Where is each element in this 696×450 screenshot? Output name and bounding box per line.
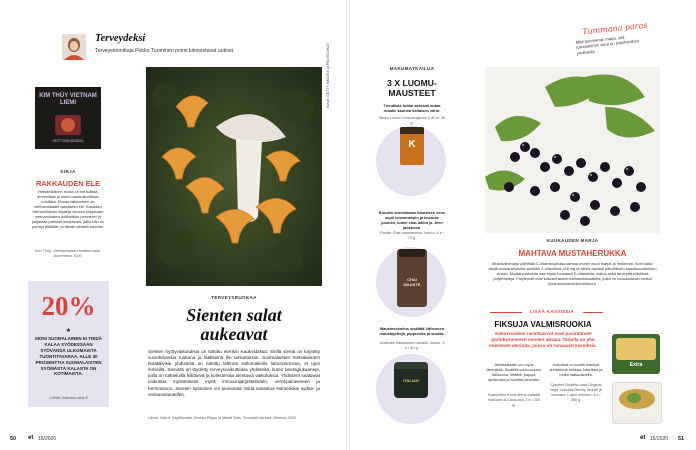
spice3-label: ITALIAN xyxy=(403,378,419,383)
ready-meal-box1 xyxy=(612,334,660,374)
footer-left-page-number: 50 xyxy=(10,436,16,442)
book-credit: Kim Thúy: Vietnamilaisen keittiön salat. Gummerus 2020. xyxy=(35,249,101,258)
spice3-product xyxy=(394,362,428,398)
spice1-cap xyxy=(400,127,424,134)
ready-intro: Valmisruokien ravintoarvot ovat parantuneet parinkymmenen vuoden aikana. Tarjolla on yhä enemmän aterioita, joissa on runsaasti kasviksia. xyxy=(489,331,597,348)
mushroom-photo xyxy=(146,67,322,286)
portrait-icon xyxy=(62,34,86,60)
spice2-label: CHAI MAUSTE xyxy=(403,277,421,287)
ready-divider-right xyxy=(583,312,603,313)
section-subtitle: Terveystoimittaja Pirkko Tuominen poimi kiinnostavat uutiset. xyxy=(95,48,235,54)
ready-title: FIKSUJA VALMISRUOKIA xyxy=(494,320,592,329)
spices-title-line1: 3 X LUOMU- xyxy=(387,78,437,88)
spice1-product xyxy=(400,127,424,165)
handwritten-note-title: Tummana paras xyxy=(581,20,648,37)
berries-category: KUUKAUDEN MARJA xyxy=(546,238,599,243)
spice1-credit: Meira Luomu Kurkumajauhe 2,40 e/ 35 g. xyxy=(379,116,445,125)
book-cover-author: KEITTOKIRJASARJA xyxy=(52,139,84,143)
mushroom-title-line1: Sienten salat xyxy=(186,305,282,325)
book-title: RAKKAUDEN ELE xyxy=(35,179,101,188)
section-title: Terveydeksi xyxy=(95,33,146,44)
ready-divider-left xyxy=(490,312,522,313)
berries-title: MAHTAVA MUSTAHERUKKA xyxy=(518,249,627,258)
berries-photo xyxy=(485,67,660,233)
spice3-credit: Urtekram Italialainen mauste, luomu, 3 e / 40 g. xyxy=(379,341,445,350)
book-category: KIRJA xyxy=(60,169,76,174)
footer-left-brand: et xyxy=(28,435,34,441)
footer-right-brand: et xyxy=(640,435,646,441)
stat-percent: 20% xyxy=(41,291,96,321)
book-cover-title: KIM THÚY VIETNAM LIEMI xyxy=(39,93,97,106)
berries-body: Mustaviinimarja päihittää C-vitamiinipitoisuudessa monet muut marjat ja hedelmät. Noin kaksi desiä mustaherukoita sisältää C-vitamiinia 128 mg eli lähes tuplasti päivittäisen saantisuosituksen verran. Mustaherukoista saa myös runsaasti E-vitamiinia, kuitua sekä terveyttä edistäviä polyfenoleja. Polyfenolit ovat kasvien aineenvaihduntatuotteita, jotka ne muodostavat omiksi puolustusmekanismeikseen. xyxy=(488,261,657,286)
footer-right-page-number: 51 xyxy=(678,436,684,442)
mushroom-category: TERVEYSRUOKAA xyxy=(211,295,257,300)
ready-meal-box2-greens xyxy=(627,393,641,403)
photo-credit: Kuvat: GETTY IMAGES ja PALVELUKAT xyxy=(326,42,330,108)
ready-category: LISÄÄ KASVISSIA xyxy=(529,309,575,314)
ready-item1-credit: Saarioinen Extra Ateria-salaatti Halloumi & Couscous 3 e / 200 g. xyxy=(487,393,541,407)
spice1-label: K xyxy=(408,139,416,150)
spice2-text: Kuuden aromikkaan mausteen seos sopii leivonnaisiin ja kuumiin juomiin, kuten chai-lattiin ja -teen juokkoon. xyxy=(378,210,446,230)
mushroom-title-line2: aukeavat xyxy=(200,324,268,344)
stat-star: ★ xyxy=(65,328,72,334)
author-avatar xyxy=(62,34,86,60)
ready-item2-credit: Quickes Buddha bowl Original vege, kokoisa Rendy, feuriet ja kanaska 2 apin chicken, 4 e / 350 g. xyxy=(550,383,602,402)
spice2-credit: Foodin Chai-mausteseos, luomu, 6 e / 70 g. xyxy=(379,231,445,240)
stat-source: Lähde: kalastus-alue.fi xyxy=(49,396,88,400)
book-body: Vietnamilainen ruoka on herkullista, terveellistä ja usein raaka-aineiltaan edullista. Ruoan laittaminen on vietnamilaisille tarkoitettu ele. Kanadan vietnamilainen kirjailija neuvoo kirjassaan vietnamilaisen kotikeittiön perusteet ja paljastaa parhaat reseptinsä, jotka hän on perinyt äidiltään ja tämän viideltä siskolta. xyxy=(31,189,105,229)
spice3-lid xyxy=(394,362,428,369)
footer-right-issue: 15/2020 xyxy=(650,436,669,442)
ready-meal-box2 xyxy=(612,382,662,424)
ready-meal-box1-food xyxy=(616,338,656,360)
page-gutter xyxy=(346,0,350,450)
spice2-product xyxy=(397,249,427,307)
ready-item1: Ateriasalaatin voi myös lämmittää. Sisältää cous couusa, halloumia, fetaeiä, papuja, aprikoosia ja tuoretta pinaattia. xyxy=(486,363,542,382)
spice3-text: Maustesekoitus sisältää Välimeren maustayrttejä, pippureita ja suolaa. xyxy=(379,326,445,336)
footer-left-issue: 15/2020 xyxy=(38,436,57,442)
mushroom-photo-icon xyxy=(146,67,322,286)
spices-category: MAKUMATKAILUA xyxy=(389,66,435,71)
spice2-lid xyxy=(399,249,425,257)
ready-item2: Kulhossa on kuottu maukas yhdistelmä ankkaa, kasviksia ja muita raaka-aineita. xyxy=(549,363,603,377)
handwritten-note: Mitä tummempi marja, sitä runsaammin siinä on polyfenolisia yhdisteitä. xyxy=(575,34,639,56)
ready-meal-box1-label: Extra xyxy=(629,362,643,368)
blackcurrant-photo-icon xyxy=(485,67,660,233)
mushroom-credit: Lähde: luke.fi. Kirjallisuutta: Sinikka Piippo ja Marttti Salo. Terveyttä sienistä. Minerva 2020. xyxy=(148,416,297,420)
spices-title-line2: MAUSTEET xyxy=(388,88,436,98)
book-cover xyxy=(35,87,101,149)
mushroom-body: Sienten hyötyvaikutuksia on tutkittu etenkin Kaukoidässä. Siellä sieniä on käytetty vuosituhansia ruokana ja lääkkeinä llin tarkoituksiin. Suomalaisten metsäsienten bioaktiivisia yhdisteitä on tutkittu lähinnä sollumalleilla laboratoriossa, ei ujuri ihmisillä. Sienistä on löydetty terveysvaikutteisia yhdisteitä, kuten beetaglukaaneja, joilla on tutkieluilla hillitsevä ja kolesterolia alentavia vaikutuksia. Yhdisteet saattavat vaikuttaa myönteisesti myös immuunijärjestelmään, verenpaineeseen ja hermostoon. Sienten syöminen voi pienentää riskiä sairastua esimerkiksi sydän- ja verisuonitauteihin. xyxy=(148,349,320,397)
spice1-text: Trendikäs Intian sahrami antaa ruoalle kauniin keltaisen värin. xyxy=(383,103,441,113)
stat-text: MONI SUOMALAINEN EI TIEDÄ KALAA SYÖDESSÄÄN SYÖVÄNSÄ ULKOMAISTA TUONTITAVARAA. ALLE 30 PROSENTTIA SUOMALAISTEN SYÖMÄSTÄ KALASTA ON KOTIMAISTA. xyxy=(35,336,102,377)
